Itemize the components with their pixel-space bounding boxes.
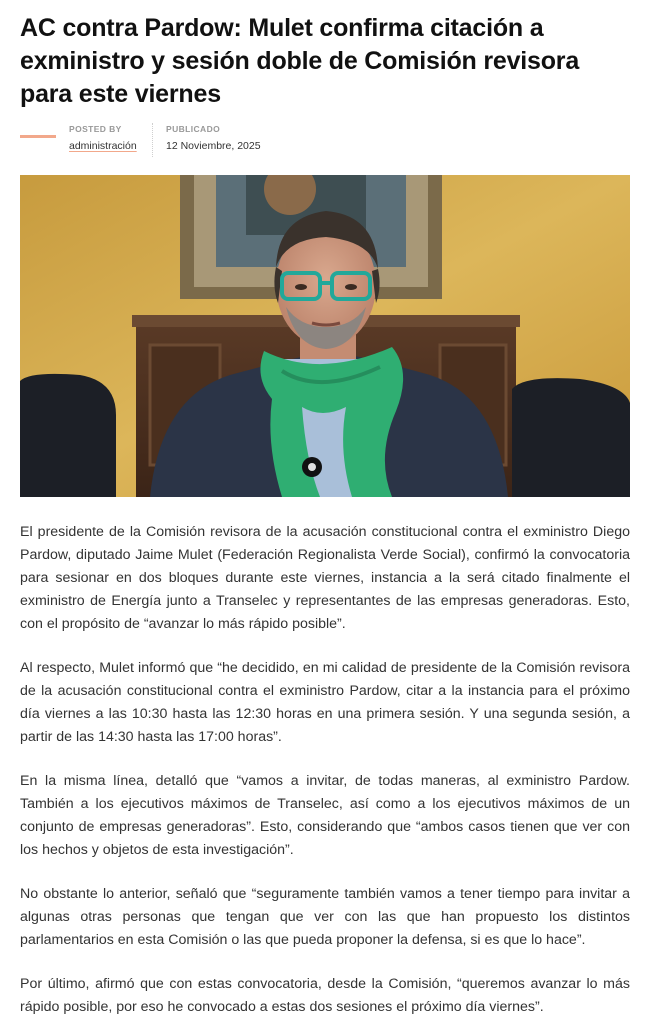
paragraph: No obstante lo anterior, señaló que “seguramente también vamos a tener tiempo para invitar a algunas otras personas que tengan que ver con las que han propuesto los distintos parlamentarios en esta Comisión o las que pueda proponer la defensa, si es que lo hace”.	[20, 886, 630, 948]
date-block	[166, 123, 261, 153]
author-link[interactable]: administración	[69, 140, 137, 152]
meta-accent-line	[20, 135, 56, 138]
hero-illustration	[20, 175, 630, 497]
posted-by-label: POSTED BY	[69, 124, 122, 134]
published-label: PUBLICADO	[166, 124, 221, 134]
article-meta	[20, 123, 630, 167]
paragraph: El presidente de la Comisión revisora de la acusación constitucional contra el exministro Diego Pardow, diputado Jaime Mulet (Federación Regionalista Verde Social), confirmó la convocatoria para sesionar en dos bloques durante este viernes, instancia a la será citado finalmente el exministro de Energía junto a Transelec y representantes de las empresas generadoras. Esto, con el propósito de “avanzar lo más rápido posible”.	[20, 524, 630, 632]
paragraph: Al respecto, Mulet informó que “he decidido, en mi calidad de presidente de la Comisión revisora de la acusación constitucional contra el exministro Pardow, citar a la instancia para el próximo día viernes a las 10:30 hasta las 12:30 horas en una primera sesión. Y una segunda sesión, a partir de las 14:30 hasta las 17:00 horas”.	[20, 660, 630, 745]
paragraph: Por último, afirmó que con estas convocatoria, desde la Comisión, “queremos avanzar lo más rápido posible, por eso he convocado a estas dos sesiones el próximo día viernes”.	[20, 976, 630, 1015]
article-body	[20, 521, 630, 1019]
published-date: 12 Noviembre, 2025	[166, 140, 261, 152]
article-title: AC contra Pardow: Mulet confirma citación a exministro y sesión doble de Comisión revisora para este viernes	[20, 14, 580, 108]
paragraph: En la misma línea, detalló que “vamos a invitar, de todas maneras, al exministro Pardow. También a los ejecutivos máximos de Transelec, así como a los ejecutivos máximos de un conjunto de empresas generadoras”. Esto, considerando que “ambos casos tienen que ver con los hechos y objetos de esta investigación”.	[20, 773, 630, 858]
author-block	[69, 123, 137, 153]
hero-image	[20, 175, 630, 497]
meta-divider	[152, 123, 154, 157]
